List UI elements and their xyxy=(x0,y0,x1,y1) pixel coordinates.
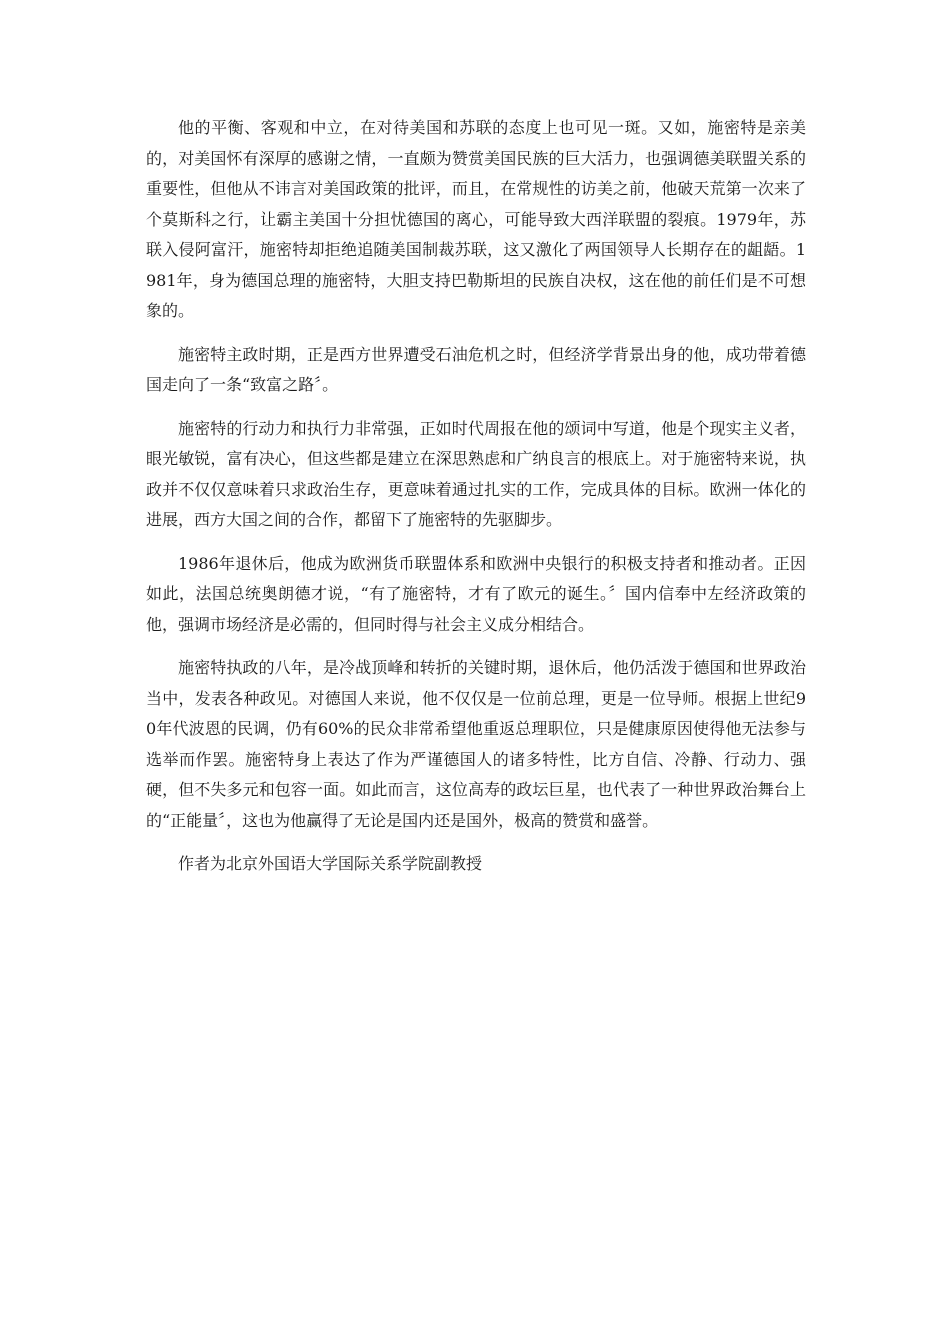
document-page xyxy=(146,113,806,893)
paragraph-oil-crisis: 施密特主政时期，正是西方世界遭受石油危机之时，但经济学背景出身的他，成功带着德国走向了一条“致富之路〞。 xyxy=(146,344,806,394)
author-note: 作者为北京外国语大学国际关系学院副教授 xyxy=(178,854,483,873)
paragraph-execution: 施密特的行动力和执行力非常强，正如时代周报在他的颂词中写道，他是个现实主义者，眼光敏锐，富有决心，但这些都是建立在深思熟虑和广纳良言的根底上。对于施密特来说，执政并不仅仅意味着只求政治生存，更意味着通过扎实的工作，完成具体的目标。欧洲一体化的进展，西方大国之间的合作，都留下了施密特的先驱脚步。 xyxy=(146,418,806,529)
paragraph-legacy: 施密特执政的八年，是冷战顶峰和转折的关键时期，退休后，他仍活泼于德国和世界政治当中，发表各种政见。对德国人来说，他不仅仅是一位前总理，更是一位导师。根据上世纪90年代波恩的民调，仍有60%的民众非常希望他重返总理职位，只是健康原因使得他无法参与选举而作罢。施密特身上表达了作为严谨德国人的诸多特性，比方自信、冷静、行动力、强硬，但不失多元和包容一面。如此而言，这位高寿的政坛巨星，也代表了一种世界政治舞台上的“正能量〞，这也为他赢得了无论是国内还是国外，极高的赞赏和盛誉。 xyxy=(146,658,806,830)
paragraph-balance: 他的平衡、客观和中立，在对待美国和苏联的态度上也可见一斑。又如，施密特是亲美的，对美国怀有深厚的感谢之情，一直颇为赞赏美国民族的巨大活力，也强调德美联盟关系的重要性，但他从不讳言对美国政策的批评，而且，在常规性的访美之前，他破天荒第一次来了个莫斯科之行，让霸主美国十分担忧德国的离心，可能导致大西洋联盟的裂痕。1979年，苏联入侵阿富汗，施密特却拒绝追随美国制裁苏联，这又激化了两国领导人长期存在的龃龉。1981年，身为德国总理的施密特，大胆支持巴勒斯坦的民族自决权，这在他的前任们是不可想象的。 xyxy=(146,118,806,320)
paragraph-retirement: 1986年退休后，他成为欧洲货币联盟体系和欧洲中央银行的积极支持者和推动者。正因如此，法国总统奥朗德才说，“有了施密特，才有了欧元的诞生。〞国内信奉中左经济政策的他，强调市场经济是必需的，但同时得与社会主义成分相结合。 xyxy=(146,553,806,634)
